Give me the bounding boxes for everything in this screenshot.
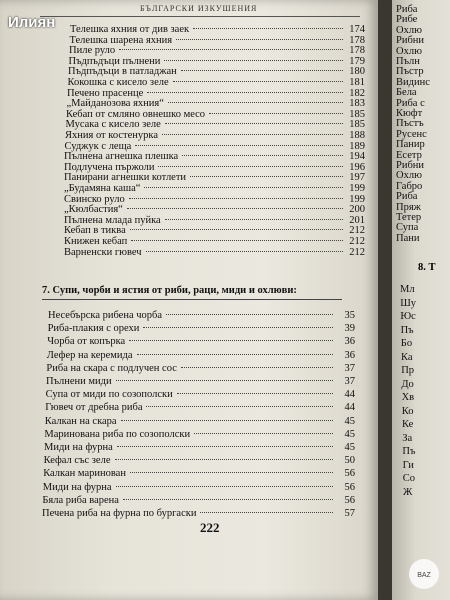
toc-entry-title: Лефер на керемида: [46, 349, 133, 361]
right-page-line: Пани: [396, 232, 420, 244]
toc-entry-title: Кебап от смляно овнешко месо: [66, 108, 206, 120]
toc-entry-page: 194: [349, 151, 365, 163]
dot-leader: [177, 393, 333, 394]
toc-entry-title: Телешка шарена яхния: [69, 34, 173, 46]
right-page-line: Супа: [396, 222, 419, 234]
toc-entry-title: Гювеч от дребна риба: [45, 402, 143, 414]
toc-entry: [48, 310, 355, 323]
toc-entry-page: 178: [349, 45, 365, 57]
right-page-line: Рибе: [396, 14, 418, 26]
toc-entry-page: 37: [344, 376, 355, 387]
right-page-line: За: [402, 432, 413, 444]
toc-entry-page: 197: [349, 172, 365, 184]
toc-entry-title: Пълнена млада пуйка: [64, 214, 161, 226]
toc-entry-page: 45: [344, 415, 355, 427]
toc-entry-page: 200: [349, 204, 365, 216]
toc-entry-title: Калкан маринован: [43, 468, 126, 480]
toc-entry-title: Пиле руло: [69, 45, 116, 57]
dot-leader: [130, 472, 333, 473]
toc-entry-page: 196: [349, 161, 365, 173]
toc-entry-page: 45: [344, 428, 355, 440]
toc-entry-title: „Майданозова яхния“: [66, 98, 164, 110]
toc-entry-title: Кокошка с кисело зеле: [67, 77, 169, 88]
toc-entry: [43, 482, 355, 495]
toc-entry: [48, 323, 355, 336]
toc-entry-page: 36: [344, 349, 355, 361]
toc-entry-page: 212: [349, 246, 365, 258]
right-page-line: Ги: [402, 459, 414, 471]
toc-entry-page: 50: [344, 455, 355, 467]
right-page-line: Охлю: [396, 170, 422, 182]
right-section-title: 8. Т: [418, 262, 436, 273]
toc-entry: [47, 336, 355, 349]
right-page-line: Охлю: [396, 24, 422, 36]
dot-leader: [200, 512, 333, 513]
toc-entry-title: Кефал със зеле: [43, 455, 111, 467]
dot-leader: [121, 420, 333, 421]
toc-entry-page: 179: [349, 55, 365, 67]
toc-entry-title: Телешка яхния от див заек: [70, 24, 190, 35]
dot-leader: [194, 433, 333, 434]
dot-leader: [123, 499, 333, 500]
toc-entry-title: Яхния от костенурка: [65, 130, 158, 141]
dot-leader: [116, 486, 333, 487]
toc-entry-page: 45: [344, 442, 355, 453]
toc-entry-page: 56: [344, 481, 355, 493]
right-page-line: Ко: [401, 405, 414, 417]
right-page-line: Ке: [402, 419, 414, 430]
toc-entry-title: Миди на фурна: [44, 442, 113, 453]
dot-leader: [143, 327, 333, 328]
right-page-line: Есетр: [396, 149, 422, 161]
toc-entry-page: 199: [349, 193, 365, 205]
right-page: [392, 0, 450, 600]
toc-entry-page: 201: [349, 214, 365, 226]
right-page-line: Охлю: [396, 45, 422, 57]
right-page-line: Пълн: [396, 56, 420, 67]
toc-entry-title: Книжен кебап: [64, 236, 128, 247]
toc-entry-page: 180: [349, 66, 365, 78]
toc-entry-title: Маринована риба по созополски: [44, 428, 191, 440]
toc-entry-page: 39: [344, 323, 355, 335]
toc-entry-title: „Будамяна каша“: [64, 183, 141, 194]
right-page-line: Риба: [396, 4, 418, 15]
toc-entry-page: 44: [344, 389, 355, 401]
toc-entry-page: 174: [349, 24, 365, 35]
toc-entry: [44, 455, 355, 468]
toc-entry-title: Чорба от копърка: [47, 336, 126, 348]
toc-entry-page: 189: [349, 140, 365, 152]
right-page-line: Пъ: [400, 324, 414, 336]
toc-entry-title: Бяла риба варена: [42, 494, 119, 506]
toc-entry-title: Подлучена пържоли: [64, 161, 155, 173]
right-page-line: Риба: [396, 191, 418, 203]
section-title: 7. Супи, чорби и ястия от риби, раци, миди и охлюви:: [42, 285, 297, 296]
right-page-line: Ж: [403, 486, 413, 498]
dot-leader: [115, 459, 333, 460]
toc-entry-page: 44: [344, 402, 355, 414]
toc-entry: [44, 429, 355, 442]
toc-entry-title: Печено прасенце: [67, 87, 144, 99]
right-page-line: До: [401, 378, 414, 390]
toc-entry: [46, 376, 355, 389]
right-page-line: Русенс: [396, 128, 427, 140]
right-page-line: Шу: [400, 297, 417, 309]
toc-entry-page: 199: [349, 183, 365, 194]
toc-entry-page: 212: [349, 225, 365, 237]
toc-entry-title: Миди на фурна: [42, 481, 112, 493]
running-header: БЪЛГАРСКИ ИЗКУШЕНИЯ: [140, 4, 258, 13]
right-page-line: Риба с: [396, 97, 425, 109]
toc-entry-title: Несебърска рибена чорба: [48, 310, 163, 321]
right-page-line: Кюфт: [396, 108, 423, 119]
toc-entry: [45, 402, 355, 415]
toc-entry-page: 185: [349, 119, 365, 131]
right-page-line: Мл: [400, 284, 415, 295]
toc-entry-page: 37: [344, 362, 355, 374]
dot-leader: [181, 367, 333, 368]
toc-entry-title: Мусака с кисело зеле: [65, 119, 161, 131]
toc-entry: [42, 495, 355, 508]
watermark-text: Илиян: [8, 14, 56, 31]
dot-leader: [117, 446, 333, 447]
toc-entry: [43, 468, 355, 481]
right-page-line: Бо: [400, 338, 413, 349]
toc-entry-title: Пъдпъдъци пълнени: [68, 55, 161, 67]
dot-leader: [166, 314, 333, 315]
toc-entry-page: 183: [349, 98, 365, 110]
toc-entry-title: Панирани агнешки котлети: [64, 172, 187, 184]
right-page-line: Рибни: [396, 35, 425, 47]
right-page-line: Панир: [396, 139, 425, 151]
right-page-line: Со: [402, 473, 416, 484]
toc-entry-title: Калкан на скара: [44, 415, 117, 427]
toc-entry-page: 178: [349, 34, 365, 46]
toc-entry: [47, 350, 355, 363]
toc-entry-page: 57: [344, 508, 355, 519]
toc-entry-title: Варненски гювеч: [64, 246, 142, 258]
toc-entry: [46, 389, 355, 402]
toc-entry-page: 181: [349, 77, 365, 88]
dot-leader: [129, 340, 333, 341]
toc-entry-title: Пъдпъдъци в патладжан: [68, 66, 177, 78]
toc-entry-page: 35: [344, 310, 355, 321]
toc-entry-title: Риба-плакия с орехи: [47, 323, 140, 335]
right-page-line: Пъ: [402, 446, 416, 457]
toc-entry-title: Супа от миди по созополски: [45, 389, 173, 401]
right-page-line: Ка: [401, 351, 413, 363]
dot-leader: [116, 380, 333, 381]
toc-entry-title: Печена риба на фурна по бургаски: [42, 508, 197, 519]
toc-entry-page: 182: [349, 87, 365, 99]
toc-entry: [45, 416, 355, 429]
toc-entry-title: Суджук с леща: [64, 140, 132, 152]
right-page-line: Пъстр: [396, 66, 424, 78]
right-page-line: Хв: [401, 392, 415, 403]
toc-entry: [42, 508, 355, 521]
right-page-line: Пъстъ: [396, 118, 424, 130]
right-page-line: Юс: [400, 311, 416, 322]
right-page-line: Рибни: [396, 160, 425, 171]
toc-entry-title: Кебап в тиква: [64, 225, 126, 237]
bazar-logo-icon: [404, 554, 444, 594]
toc-entry: [44, 442, 355, 455]
toc-entry: [46, 363, 355, 376]
toc-entry-page: 212: [349, 236, 365, 247]
right-page-line: Тетер: [396, 212, 422, 223]
toc-entry-page: 185: [349, 108, 365, 120]
right-page-line: Пряж: [396, 201, 421, 213]
right-page-line: Пр: [401, 365, 415, 376]
toc-entry-page: 36: [344, 336, 355, 348]
toc-entry-title: Пълнени миди: [46, 376, 112, 387]
toc-entry-title: Свинско руло: [64, 193, 125, 205]
toc-entry-title: Пълнена агнешка плешка: [64, 151, 179, 163]
svg-text:BAZ: BAZ: [417, 572, 431, 579]
toc-entry-page: 188: [349, 130, 365, 141]
dot-leader: [146, 406, 333, 407]
right-page-line: Видинс: [396, 76, 430, 88]
right-page-line: Бела: [396, 87, 417, 99]
toc-entry-title: „Кюлбастия“: [64, 204, 123, 216]
toc-entry-page: 56: [344, 494, 355, 506]
page-number: 222: [200, 520, 220, 535]
toc-entry-page: 56: [344, 468, 355, 480]
right-page-line: Габро: [396, 180, 423, 192]
dot-leader: [137, 354, 333, 355]
toc-entry-title: Риба на скара с подлучен сос: [46, 362, 177, 374]
